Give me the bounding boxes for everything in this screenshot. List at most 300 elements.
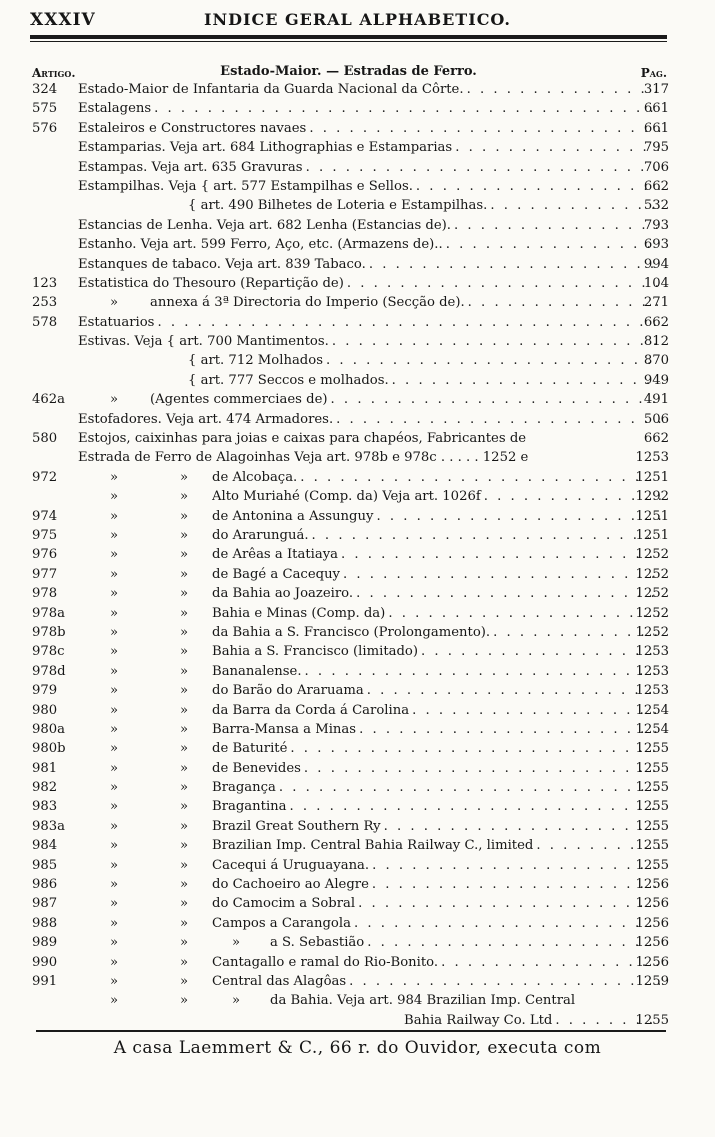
entry-text [212,681,661,700]
dot-leader [303,158,661,177]
entry-text [212,953,661,972]
page-ref: 1255 [635,741,669,757]
entry-text [212,487,661,506]
running-header [0,8,715,32]
ditto-mark: » [110,644,119,660]
footer-rule [36,1030,666,1032]
page-ref: 1256 [635,915,669,931]
article-number: 990 [32,954,58,970]
entry-label: de Benevides [212,760,301,776]
page-ref: 1254 [635,702,669,718]
ditto-mark: » [180,935,189,951]
index-entry [0,119,715,138]
entry-label: da Bahia ao Joazeiro. [212,586,354,602]
ditto-mark: » [180,489,189,505]
page-ref: 662 [643,431,669,447]
article-number: 980b [32,741,66,757]
entry-text [78,99,661,118]
ditto-mark: » [180,605,189,621]
entry-text [212,778,661,797]
entry-label: Brazil Great Southern Ry [212,818,381,834]
article-number: 983a [32,818,66,834]
index-entry [0,739,715,758]
index-entry [0,177,715,196]
entry-text [212,720,661,739]
index-entry [0,390,715,409]
dot-leader [364,933,661,952]
ditto-mark: » [110,857,119,873]
entry-label: do Barão do Araruama [212,683,364,699]
page-ref: 1252 [635,547,669,563]
dot-leader [346,972,661,991]
dot-leader [381,817,661,836]
entry-label: { art. 490 Bilhetes de Loteria e Estampilhas. [188,198,488,214]
index-entry [0,623,715,642]
ditto-mark: » [110,683,119,699]
dot-leader [438,953,661,972]
dot-leader [355,894,661,913]
ditto-mark: » [180,760,189,776]
entry-text [212,623,661,642]
entry-label: do Camocim a Sobral [212,896,356,912]
entry-label: Estanques de tabaco. Veja art. 839 Tabaco. [78,256,366,272]
dot-leader [353,584,661,603]
ditto-mark: » [110,838,119,854]
page-ref: 1256 [635,877,669,893]
page-ref: 1253 [635,663,669,679]
entry-text [212,662,661,681]
dot-leader [309,526,661,545]
entry-text [78,177,661,196]
index-entry [0,894,715,913]
entry-text [78,448,661,467]
dot-leader [333,410,661,429]
page-ref: 1255 [635,799,669,815]
dot-leader [369,856,661,875]
entry-text [78,158,661,177]
footer-advert: A casa Laemmert & C., 66 r. do Ouvidor, executa com [113,1038,602,1058]
article-number: 984 [32,838,58,854]
entry-label: Campos a Carangola [212,915,351,931]
ditto-mark: » [180,527,189,543]
entry-label: de Arêas a Itatiaya [212,547,339,563]
entry-label: Estatistica do Thesouro (Repartição de) [78,275,344,291]
entry-label: Estrada de Ferro de Alagoinhas Veja art. 978b e 978c . . . . . 1252 e [78,450,529,466]
entry-text [78,119,661,138]
article-number: 462a [32,392,66,408]
page-ref: 949 [643,372,669,388]
ditto-mark: » [110,993,119,1009]
entry-label: Estojos, caixinhas para joias e caixas para chapéos, Fabricantes de [78,431,527,447]
entry-text [78,255,661,274]
index-entry [0,99,715,118]
column-header-section: Estado-Maior. — Estradas de Ferro. [220,64,477,79]
dot-leader [328,390,661,409]
entry-label: Bananalense. [212,663,302,679]
entry-label: Bahia a S. Francisco (limitado) [212,644,419,660]
entry-label: a S. Sebastião [270,935,365,951]
ditto-mark: » [110,973,119,989]
article-number: 988 [32,915,58,931]
ditto-mark: » [110,547,119,563]
index-entry [0,507,715,526]
index-entry [0,991,715,1010]
article-number: 976 [32,547,58,563]
index-entry [0,80,715,99]
entry-text [78,80,661,99]
ditto-mark: » [110,799,119,815]
index-entry [0,545,715,564]
ditto-mark: » [110,527,119,543]
page-ref: 1256 [635,935,669,951]
page-ref: 661 [643,120,669,136]
index-entry [0,313,715,332]
entry-label: Estaleiros e Constructores navaes [78,120,307,136]
entry-label: Estampas. Veja art. 635 Gravuras [78,159,303,175]
index-entry [0,933,715,952]
ditto-mark: » [110,721,119,737]
page-ref: 870 [643,353,669,369]
index-entry [0,856,715,875]
page-ref: 1255 [635,780,669,796]
ditto-mark: » [110,469,119,485]
entry-text [212,739,661,758]
entry-text [212,584,661,603]
entry-text [78,410,661,429]
dot-leader [297,468,661,487]
dot-leader [344,274,661,293]
index-entry [0,953,715,972]
entry-text [270,991,661,1010]
index-entry [0,351,715,370]
ditto-mark: » [110,702,119,718]
ditto-mark: » [180,896,189,912]
ditto-mark: » [110,295,119,311]
dot-leader [329,332,661,351]
page-ref: 1259 [635,973,669,989]
entry-text [78,274,661,293]
entry-label: Estanho. Veja art. 599 Ferro, Aço, etc. (Armazens de).. [78,237,443,253]
entry-text [212,604,661,623]
article-number: 987 [32,896,58,912]
ditto-mark: » [180,993,189,1009]
page-number: XXXIV [30,10,96,30]
page-ref: 793 [643,217,669,233]
entry-text [404,1011,661,1030]
index-entry [0,371,715,390]
ditto-mark: » [110,935,119,951]
index-entry [0,701,715,720]
entry-label: da Bahia. Veja art. 984 Brazilian Imp. Central [270,993,576,1009]
entry-label: Estampilhas. Veja { art. 577 Estampilhas e Sellos. [78,178,413,194]
page-ref: 1255 [635,1012,669,1028]
page-ref: 1255 [635,857,669,873]
page-ref: 661 [643,101,669,117]
article-number: 980 [32,702,58,718]
entry-label: annexa á 3ª Directoria do Imperio (Secção de). [150,295,465,311]
page-ref: 1252 [635,624,669,640]
header-rule-thin [30,41,667,42]
article-number: 972 [32,469,58,485]
dot-leader [302,662,661,681]
index-entry [0,662,715,681]
entry-text [212,797,661,816]
entry-label: { art. 777 Seccos e molhados. [188,372,389,388]
page-ref: 1256 [635,954,669,970]
entry-label: Estivas. Veja { art. 700 Mantimentos. [78,334,329,350]
page-ref: 1251 [635,527,669,543]
ditto-mark: » [110,392,119,408]
entry-label: de Bagé a Cacequy [212,566,341,582]
article-number: 978d [32,663,66,679]
dot-leader [356,720,661,739]
dot-leader [323,351,661,370]
index-entry [0,158,715,177]
entry-label: Barra-Mansa a Minas [212,721,357,737]
article-number: 974 [32,508,58,524]
page-ref: 662 [643,178,669,194]
dot-leader [413,177,661,196]
index-entry [0,875,715,894]
entry-text [212,507,661,526]
column-header-artigo: Artigo. [32,66,76,80]
index-entry [0,759,715,778]
article-number: 991 [32,973,58,989]
article-number: 986 [32,877,58,893]
page-ref: 1252 [635,566,669,582]
entry-text [212,759,661,778]
index-entry [0,565,715,584]
entry-label: Bragantina [212,799,287,815]
ditto-mark: » [180,973,189,989]
ditto-mark: » [180,663,189,679]
entry-text [212,817,661,836]
index-entry [0,410,715,429]
ditto-mark: » [180,566,189,582]
ditto-mark: » [180,838,189,854]
entry-label: de Baturité [212,741,288,757]
index-entry [0,448,715,467]
page-ref: 706 [643,159,669,175]
entry-label: do Cachoeiro ao Alegre [212,877,369,893]
article-number: 975 [32,527,58,543]
entry-label: Estado-Maior de Infantaria da Guarda Nacional da Côrte. [78,82,464,97]
article-number: 978c [32,644,65,660]
ditto-mark: » [110,605,119,621]
index-entry [0,836,715,855]
entry-text [78,235,661,254]
entry-text [78,138,661,157]
index-entry [0,1011,715,1030]
dot-leader [154,313,661,332]
page-ref: 1255 [635,818,669,834]
ditto-mark: » [110,780,119,796]
index-entry [0,235,715,254]
entry-label: da Barra da Corda á Carolina [212,702,410,718]
ditto-mark: » [110,508,119,524]
entry-label: Estamparias. Veja art. 684 Lithographias e Estamparias [78,140,453,156]
index-entry [0,138,715,157]
page-ref: 1253 [635,683,669,699]
article-number: 977 [32,566,58,582]
entry-text [212,894,661,913]
entry-text [150,293,661,312]
entry-label: Brazilian Imp. Central Bahia Railway C., limited [212,838,534,854]
article-number: 253 [32,295,58,311]
dot-leader [409,701,661,720]
ditto-mark: » [180,644,189,660]
entry-label: da Bahia a S. Francisco (Prolongamento). [212,624,491,640]
article-number: 981 [32,760,58,776]
article-number: 575 [32,101,58,117]
ditto-mark: » [180,721,189,737]
dot-leader [301,759,661,778]
dot-leader [287,739,661,758]
entry-text [212,701,661,720]
index-entry [0,584,715,603]
ditto-mark: » [110,954,119,970]
article-number: 979 [32,683,58,699]
page-ref: 693 [643,237,669,253]
ditto-mark: » [110,877,119,893]
ditto-mark: » [180,915,189,931]
index-entry [0,817,715,836]
page-ref: 104 [643,275,669,291]
ditto-mark: » [180,857,189,873]
dot-leader [306,119,661,138]
page-ref: 1251 [635,469,669,485]
entry-label: (Agentes commerciaes de) [150,392,328,408]
entry-label: de Alcobaça. [212,469,298,485]
index-entry [0,255,715,274]
ditto-mark: » [180,799,189,815]
page-ref: 506 [643,411,669,427]
entry-label: Bahia Railway Co. Ltd [404,1012,553,1028]
article-number: 982 [32,780,58,796]
entry-text [212,565,661,584]
ditto-mark: » [110,915,119,931]
index-entry [0,468,715,487]
index-entry [0,914,715,933]
entry-label: Cacequi á Uruguayana. [212,857,370,873]
article-number: 985 [32,857,58,873]
header-rule-thick [30,35,667,39]
entry-text [212,972,661,991]
ditto-mark: » [180,469,189,485]
page-ref: 1254 [635,721,669,737]
page-ref: 1252 [635,605,669,621]
article-number: 580 [32,431,58,447]
index-entry [0,526,715,545]
ditto-mark: » [110,489,119,505]
index-entry [0,332,715,351]
article-number: 983 [32,799,58,815]
index-entry [0,293,715,312]
entry-text [212,856,661,875]
article-number: 980a [32,721,66,737]
page-ref: 1256 [635,896,669,912]
entry-text [78,429,661,448]
dot-leader [340,565,661,584]
dot-leader [366,255,661,274]
page-ref: 795 [643,140,669,156]
page-ref: 1253 [635,450,669,466]
index-entry [0,972,715,991]
ditto-mark: » [110,566,119,582]
index-entry [0,216,715,235]
page-title: INDICE GERAL ALPHABETICO. [204,10,511,29]
entry-text [188,351,661,370]
ditto-mark: » [110,586,119,602]
entry-label: do Ararunguá. [212,527,309,543]
dot-leader [389,371,661,390]
entry-label: Central das Alagôas [212,973,347,989]
ditto-mark: » [110,896,119,912]
ditto-mark: » [180,741,189,757]
entry-text [188,196,661,215]
entry-text [212,468,661,487]
article-number: 324 [32,82,58,97]
ditto-mark: » [110,818,119,834]
ditto-mark: » [180,586,189,602]
entry-text [78,313,661,332]
page-ref: 532 [643,198,669,214]
ditto-mark: » [180,508,189,524]
index-entry [0,274,715,293]
dot-leader [385,604,661,623]
entry-label: Cantagallo e ramal do Rio-Bonito. [212,954,439,970]
ditto-mark: » [180,877,189,893]
entry-text [212,545,661,564]
ditto-mark: » [180,818,189,834]
column-header-pag: Pag. [640,66,667,80]
ditto-mark: » [180,702,189,718]
entry-label: { art. 712 Molhados [188,353,323,369]
entry-label: Estalagens [78,101,152,117]
entry-label: Alto Muriahé (Comp. da) Veja art. 1026f [212,489,481,505]
index-entry [0,797,715,816]
entry-label: Estofadores. Veja art. 474 Armadores. [78,411,334,427]
article-number: 978b [32,624,66,640]
page-ref: 1255 [635,838,669,854]
article-number: 123 [32,275,58,291]
dot-leader [151,99,661,118]
article-number: 989 [32,935,58,951]
ditto-mark: » [180,954,189,970]
page-ref: 662 [643,314,669,330]
entry-label: Estancias de Lenha. Veja art. 682 Lenha (Estancias de). [78,217,451,233]
entry-text [78,332,661,351]
dot-leader [276,778,661,797]
article-number: 578 [32,314,58,330]
index-entry [0,604,715,623]
index-entry [0,642,715,661]
dot-leader [351,914,661,933]
page-ref: 1255 [635,760,669,776]
page-ref: 1253 [635,644,669,660]
entry-text [188,371,661,390]
ditto-mark: » [110,624,119,640]
entry-text [212,914,661,933]
entry-text [212,875,661,894]
dot-leader [418,642,661,661]
article-number: 978 [32,586,58,602]
page-ref: 491 [643,392,669,408]
page-ref: 271 [643,295,669,311]
index-entry [0,720,715,739]
dot-leader [364,681,661,700]
entry-label: Bragança [212,780,276,796]
